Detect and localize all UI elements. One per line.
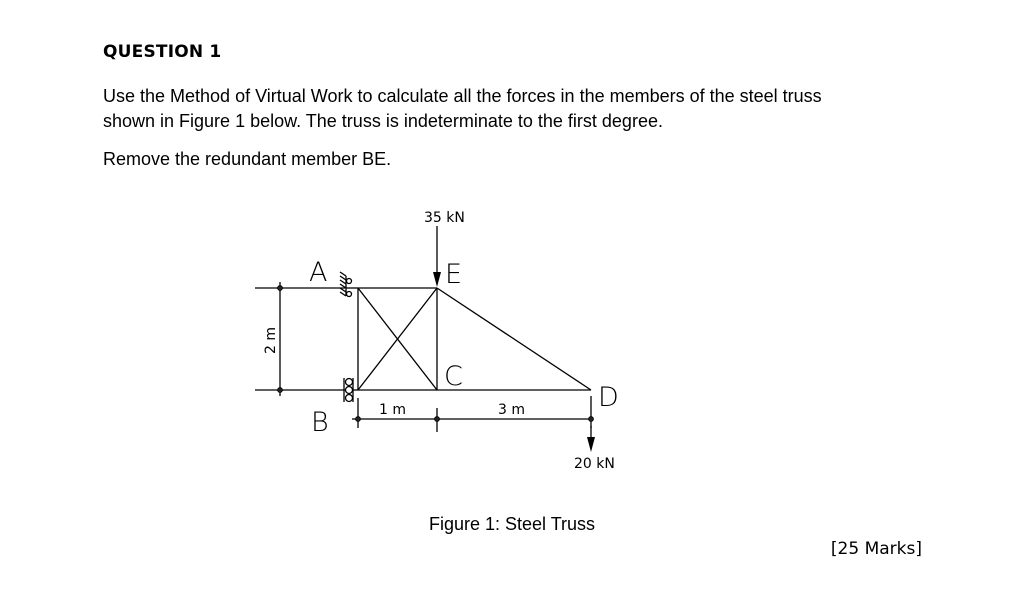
figure-caption — [0, 514, 1034, 535]
question-title: QUESTION 1 — [103, 42, 222, 62]
paragraph-1-line-1: Use the Method of Virtual Work to calculate all the forces in the members of the steel truss — [103, 86, 822, 106]
node-label-A: A — [309, 257, 328, 288]
marks-label: [25 Marks] — [830, 539, 922, 559]
load-arrowhead-E — [433, 272, 441, 287]
support-B-roller — [344, 378, 358, 402]
dimension-label-2m: 2 m — [263, 327, 279, 354]
dimension-label-3m: 3 m — [498, 402, 525, 418]
figure-caption-text: Figure 1: Steel Truss — [428, 514, 596, 534]
load-label-35kN: 35 kN — [424, 210, 465, 226]
node-label-E: E — [445, 259, 463, 290]
paragraph-1-line-2: shown in Figure 1 below. The truss is indeterminate to the first degree. — [103, 111, 663, 131]
node-label-D: D — [598, 382, 619, 413]
node-label-B: B — [311, 407, 329, 438]
support-A-hatch — [340, 272, 358, 297]
node-label-C: C — [444, 361, 463, 392]
question-paragraph-2: Remove the redundant member BE. — [103, 149, 392, 169]
dimension-label-1m: 1 m — [379, 402, 406, 418]
load-label-20kN: 20 kN — [574, 456, 615, 472]
load-arrowhead-D — [587, 437, 595, 452]
